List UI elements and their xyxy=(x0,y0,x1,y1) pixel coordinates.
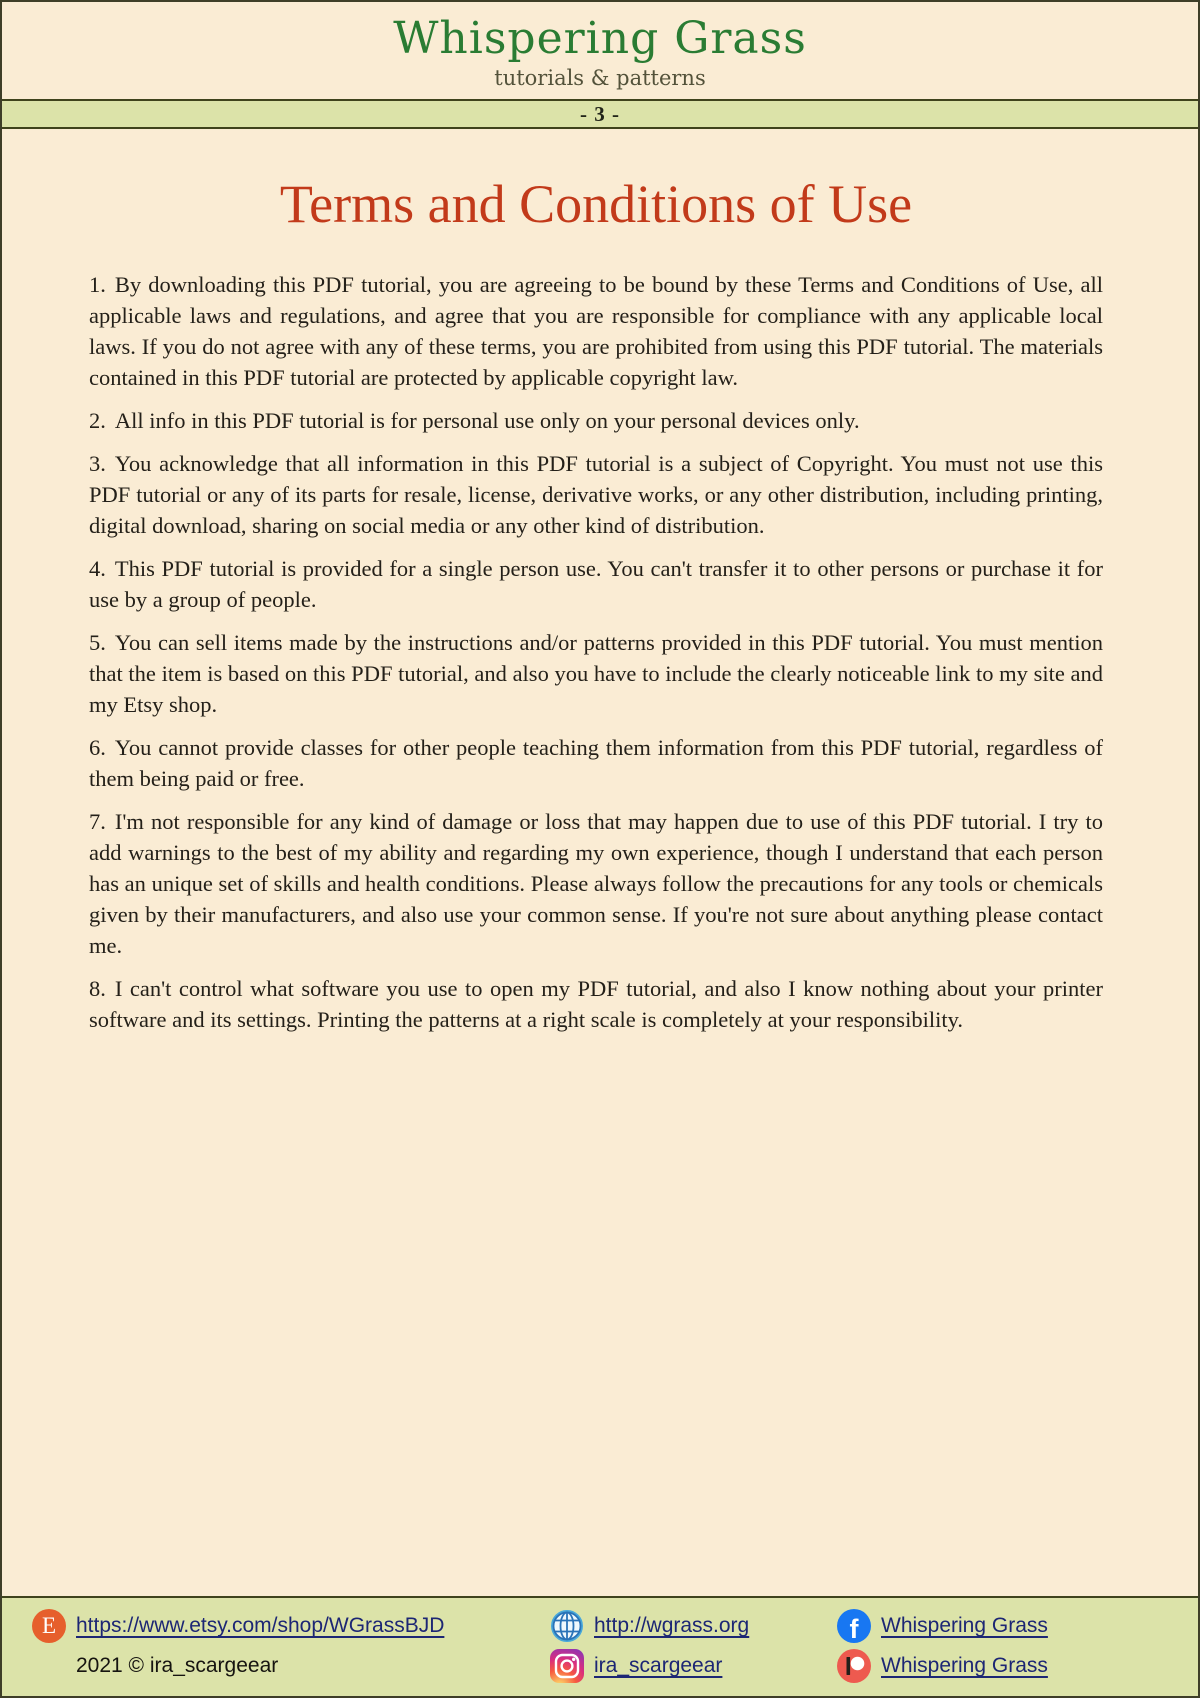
brand-title: Whispering Grass xyxy=(393,13,807,64)
paragraph-number: 8. xyxy=(89,976,106,1001)
website-row xyxy=(550,1609,837,1643)
patreon-row xyxy=(837,1649,1198,1683)
paragraph-text: By downloading this PDF tutorial, you are agreeing to be bound by these Terms and Conditions of Use, all applicable laws and regulations, and agree that you are responsible for compliance with any applicable local laws. If you do not agree with any of these terms, you are prohibited from using this PDF tutorial. The materials contained in this PDF tutorial are protected by applicable copyright law. xyxy=(89,272,1103,390)
paragraph-text: You acknowledge that all information in this PDF tutorial is a subject of Copyright. You must not use this PDF tutorial or any of its parts for resale, license, derivative works, or any other distribution, including printing, digital download, sharing on social media or any other kind of distribution. xyxy=(89,451,1103,538)
paragraph-number: 4. xyxy=(89,556,106,581)
footer-col-right xyxy=(837,1609,1198,1683)
instagram-row xyxy=(550,1649,837,1683)
facebook-row xyxy=(837,1609,1198,1643)
instagram-icon[interactable] xyxy=(550,1649,584,1683)
paragraph-text: I'm not responsible for any kind of damage or loss that may happen due to use of this PDF tutorial. I try to add warnings to the best of my ability and regarding my own experience, though I understand that each person has an unique set of skills and health conditions. Please always follow the precautions for any tools or chemicals given by their manufacturers, and also use your common sense. If you're not sure about anything please contact me. xyxy=(89,809,1103,958)
copyright-text: 2021 © ira_scargeear xyxy=(76,1654,279,1677)
globe-icon[interactable] xyxy=(550,1609,584,1643)
copyright-row xyxy=(32,1649,550,1683)
brand-header xyxy=(2,2,1198,90)
terms-paragraph-8 xyxy=(89,973,1103,1035)
terms-paragraph-5 xyxy=(89,627,1103,720)
paragraph-number: 6. xyxy=(89,735,106,760)
facebook-icon[interactable]: f xyxy=(837,1609,871,1643)
paragraph-number: 3. xyxy=(89,451,106,476)
terms-paragraph-2 xyxy=(89,405,1103,436)
instagram-link[interactable]: ira_scargeear xyxy=(594,1654,723,1677)
paragraph-text: You can sell items made by the instructions and/or patterns provided in this PDF tutorial. You must mention that the item is based on this PDF tutorial, and also you have to include the clearly noticeable link to my site and my Etsy shop. xyxy=(89,630,1103,717)
footer-col-left xyxy=(32,1609,550,1683)
etsy-shop-link[interactable]: https://www.etsy.com/shop/WGrassBJD xyxy=(76,1614,445,1637)
footer-spacer xyxy=(32,1649,66,1683)
etsy-row xyxy=(32,1609,550,1643)
terms-paragraph-1 xyxy=(89,269,1103,393)
paragraph-text: This PDF tutorial is provided for a single person use. You can't transfer it to other persons or purchase it for use by a group of people. xyxy=(89,556,1103,612)
terms-paragraph-6 xyxy=(89,732,1103,794)
paragraph-number: 5. xyxy=(89,630,106,655)
page-footer xyxy=(2,1596,1198,1696)
terms-paragraph-7 xyxy=(89,806,1103,961)
page-number: - 3 - xyxy=(580,101,620,126)
facebook-link[interactable]: Whispering Grass xyxy=(881,1614,1048,1637)
paragraph-number: 2. xyxy=(89,408,106,433)
patreon-icon[interactable] xyxy=(837,1649,871,1683)
terms-paragraph-3 xyxy=(89,448,1103,541)
paragraph-number: 1. xyxy=(89,272,106,297)
paragraph-text: I can't control what software you use to open my PDF tutorial, and also I know nothing about your printer software and its settings. Printing the patterns at a right scale is completely at your responsibility. xyxy=(89,976,1103,1032)
website-link[interactable]: http://wgrass.org xyxy=(594,1614,750,1637)
paragraph-text: All info in this PDF tutorial is for personal use only on your personal devices only. xyxy=(114,408,860,433)
paragraph-text: You cannot provide classes for other people teaching them information from this PDF tutorial, regardless of them being paid or free. xyxy=(89,735,1103,791)
etsy-icon[interactable]: E xyxy=(32,1609,66,1643)
terms-paragraph-4 xyxy=(89,553,1103,615)
brand-tagline: tutorials & patterns xyxy=(494,66,706,90)
page-number-bar xyxy=(2,99,1198,129)
terms-content xyxy=(2,129,1198,1596)
page-title: Terms and Conditions of Use xyxy=(279,174,913,234)
paragraph-number: 7. xyxy=(89,809,106,834)
patreon-link[interactable]: Whispering Grass xyxy=(881,1654,1048,1677)
footer-col-middle xyxy=(550,1609,837,1683)
